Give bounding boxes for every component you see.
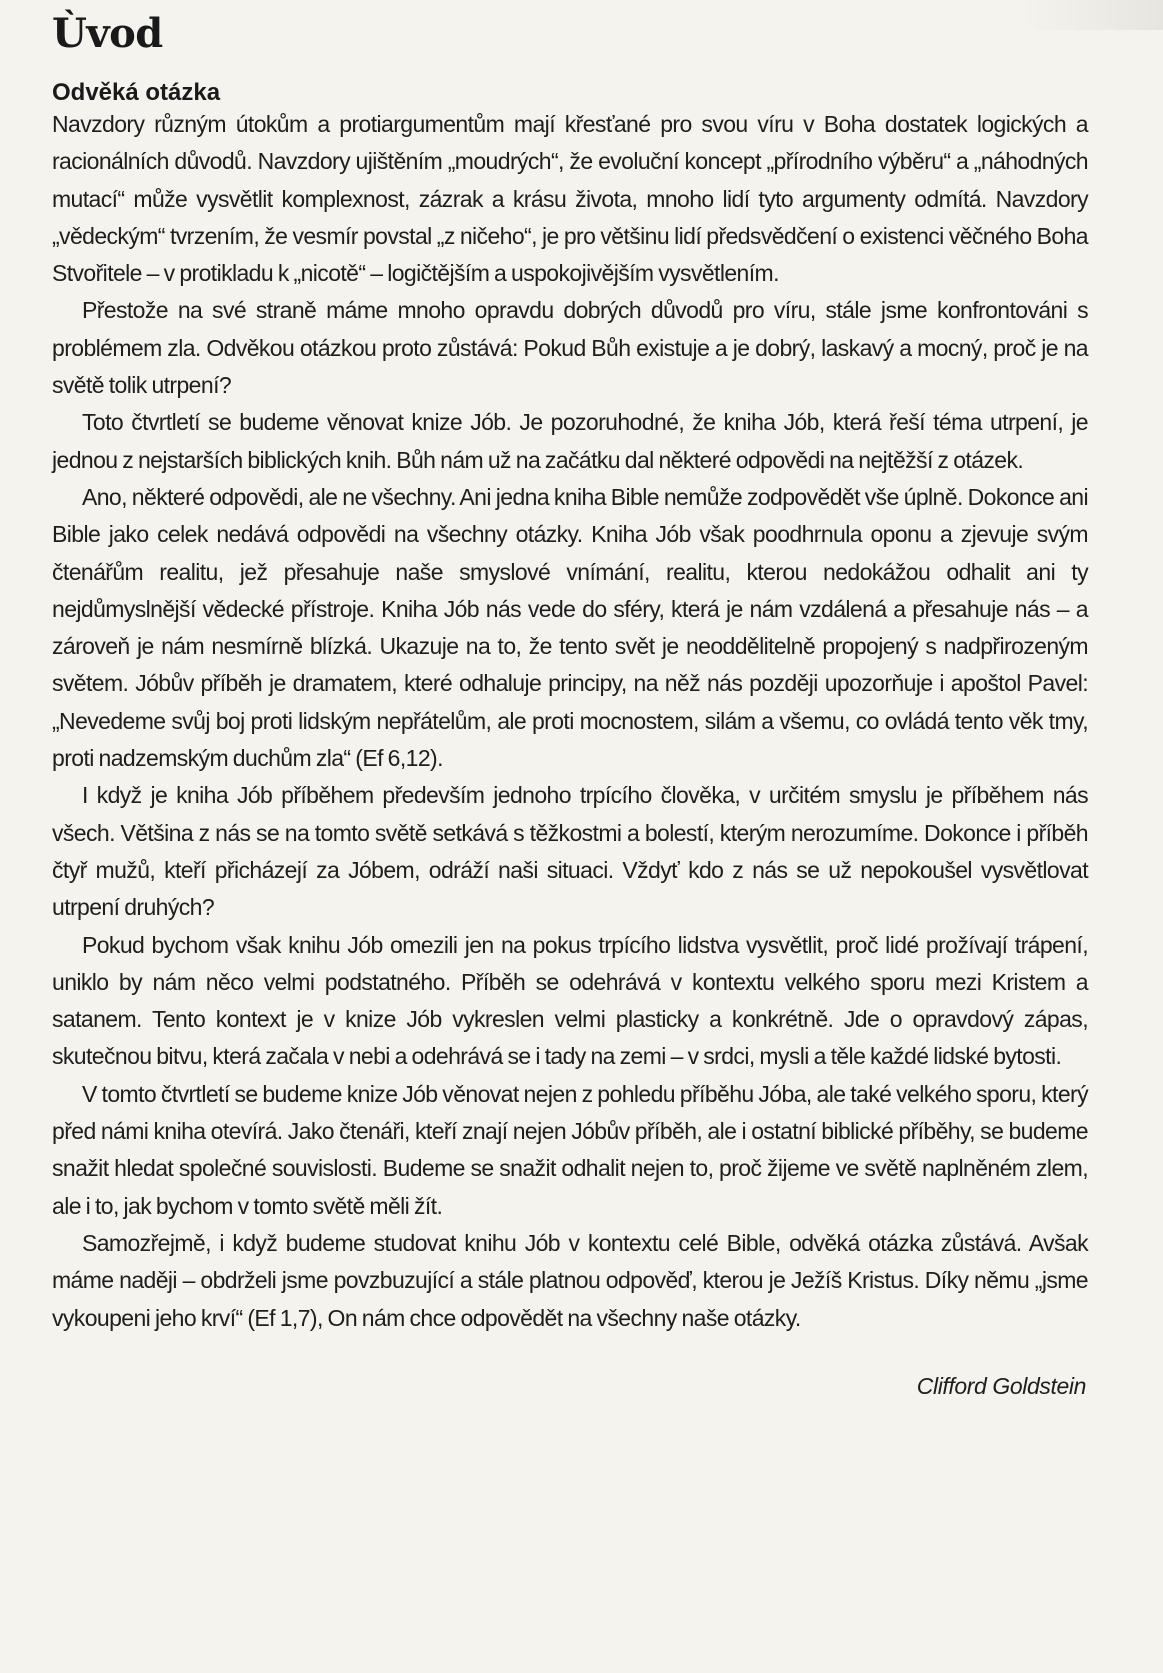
- paragraph-5: I když je kniha Jób příběhem především jednoho trpícího člověka, v určitém smyslu je příběhem nás všech. Většina z nás se na tomto světě setkává s těžkostmi a bolestí, kterým nerozumíme. Dokonce i příběh čtyř mužů, kteří přicházejí za Jóbem, odráží naši situaci. Vždyť kdo z nás se už nepokoušel vysvětlovat utrpení druhých?: [52, 782, 1088, 921]
- section-subheading: Odvěká otázka: [52, 79, 221, 106]
- paragraph-4: Ano, některé odpovědi, ale ne všechny. Ani jedna kniha Bible nemůže zodpovědět vše úplně. Dokonce ani Bible jako celek nedává odpovědi na všechny otázky. Kniha Jób však poodhrnula oponu a zjevuje svým čtenářům realitu, jež přesahuje naše smyslové vnímání, realitu, kterou nedokážou odhalit ani ty nejdůmyslnější vědecké přístroje. Kniha Jób nás vede do sféry, která je nám vzdálená a přesahuje nás – a zároveň je nám nesmírně blízká. Ukazuje na to, že tento svět je neoddělitelně propojený s nadpřirozeným světem. Jóbův příběh je dramatem, které odhaluje principy, na něž nás později upozorňuje i apoštol Pavel: „Nevedeme svůj boj proti lidským nepřátelům, ale proti mocnostem, silám a všemu, co ovládá tento věk tmy, proti nadzemským duchům zla“ (Ef 6,12).: [52, 483, 1088, 772]
- paragraph-7: V tomto čtvrtletí se budeme knize Jób věnovat nejen z pohledu příběhu Jóba, ale také velkého sporu, který před námi kniha otevírá. Jako čtenáři, kteří znají nejen Jóbův příběh, ale i ostatní biblické příběhy, se budeme snažit hledat společné souvislosti. Budeme se snažit odhalit nejen to, proč žijeme ve světě naplněném zlem, ale i to, jak bychom v tomto světě měli žít.: [52, 1080, 1088, 1219]
- author-signature: Clifford Goldstein: [916, 1373, 1086, 1399]
- paragraph-6: Pokud bychom však knihu Jób omezili jen na pokus trpícího lidstva vysvětlit, proč lidé prožívají trápení, uniklo by nám něco velmi podstatného. Příběh se odehrává v kontextu velkého sporu mezi Kristem a satanem. Tento kontext je v knize Jób vykreslen velmi plasticky a konkrétně. Jde o opravdový zápas, skutečnou bitvu, která začala v nebi a odehrává se i tady na zemi – v srdci, mysli a těle každé lidské bytosti.: [52, 931, 1088, 1070]
- page-heading: Ùvod: [52, 10, 163, 57]
- paragraph-1: Navzdory různým útokům a protiargumentům mají křesťané pro svou víru v Boha dostatek logických a racionálních důvodů. Navzdory ujištěním „moudrých“, že evoluční koncept „přírodního výběru“ a „náhodných mutací“ může vysvětlit komplexnost, zázrak a krásu života, mnoho lidí tyto argumenty odmítá. Navzdory „vědeckým“ tvrzením, že vesmír povstal „z ničeho“, je pro většinu lidí předsvědčení o existenci věčného Boha Stvořitele – v protikladu k „nicotě“ – logičtějším a uspokojivějším vysvětlením.: [52, 111, 1088, 287]
- article-body: [52, 106, 1088, 1337]
- paragraph-8: Samozřejmě, i když budeme studovat knihu Jób v kontextu celé Bible, odvěká otázka zůstává. Avšak máme naději – obdrželi jsme povzbuzující a stále platnou odpověď, kterou je Ježíš Kristus. Díky němu „jsme vykoupeni jeho krví“ (Ef 1,7), On nám chce odpovědět na všechny naše otázky.: [52, 1229, 1088, 1331]
- scan-edge-shadow: [1023, 0, 1163, 30]
- paragraph-3: Toto čtvrtletí se budeme věnovat knize Jób. Je pozoruhodné, že kniha Jób, která řeší téma utrpení, je jednou z nejstarších biblických knih. Bůh nám už na začátku dal některé odpovědi na nejtěžší z otázek.: [52, 409, 1088, 473]
- paragraph-2: Přestože na své straně máme mnoho opravdu dobrých důvodů pro víru, stále jsme konfrontováni s problémem zla. Odvěkou otázkou proto zůstává: Pokud Bůh existuje a je dobrý, laskavý a mocný, proč je na světě tolik utrpení?: [52, 297, 1088, 399]
